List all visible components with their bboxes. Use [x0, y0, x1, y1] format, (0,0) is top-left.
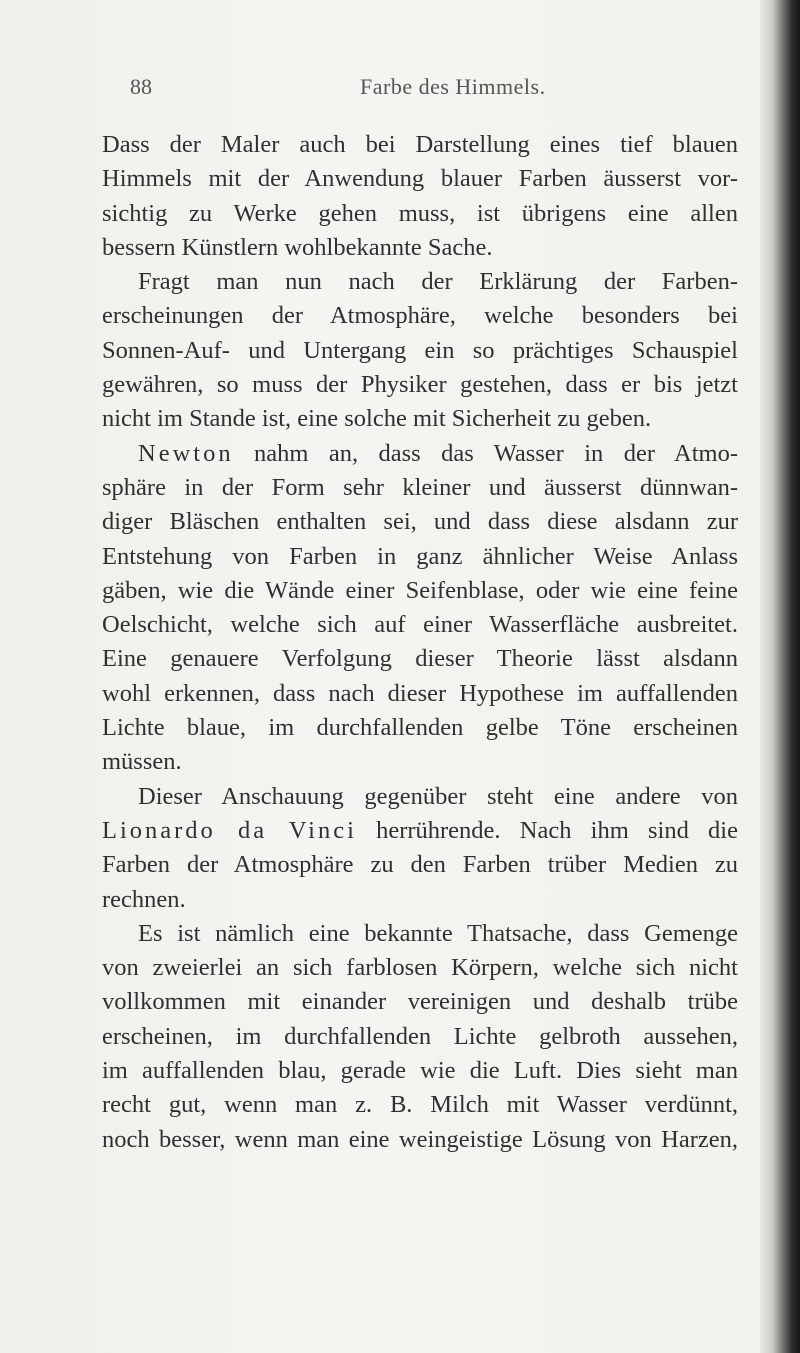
text-line: Dieser Anschauung gegenüber steht eine andere von	[138, 782, 738, 810]
text-line: Himmels mit der Anwendung blauer Farben äusserst vor-	[102, 165, 738, 193]
text-line: Dass der Maler auch bei Darstellung eines tief blauen	[102, 131, 738, 158]
text-line: Farben der Atmosphäre zu den Farben trüber Medien zu	[102, 851, 738, 879]
page-header	[130, 70, 730, 110]
text-line: gäben, wie die Wände einer Seifenblase, oder wie eine feine	[102, 576, 738, 604]
text-line: rechnen.	[102, 885, 186, 913]
text-line: bessern Künstlern wohlbekannte Sache.	[102, 233, 493, 261]
page-number: 88	[130, 74, 152, 99]
text-line: Es ist nämlich eine bekannte Thatsache, dass Gemenge	[138, 919, 738, 947]
body-text	[102, 128, 738, 1157]
text-line: vollkommen mit einander vereinigen und deshalb trübe	[102, 988, 738, 1016]
text-line: müssen.	[102, 748, 182, 776]
text-line: von zweierlei an sich farblosen Körpern, welche sich nicht	[102, 954, 738, 982]
text-line: nicht im Stande ist, eine solche mit Sicherheit zu geben.	[102, 405, 652, 433]
text-line: Eine genauere Verfolgung dieser Theorie lässt alsdann	[102, 645, 738, 673]
text-line: Lichte blaue, im durchfallenden gelbe Töne erscheinen	[102, 714, 738, 742]
text-line: Fragt man nun nach der Erklärung der Farben-	[138, 268, 738, 296]
text-line: wohl erkennen, dass nach dieser Hypothese im auffallenden	[102, 679, 738, 707]
text-line-continuation: nahm an, dass das Wasser in der Atmo-	[233, 439, 738, 467]
text-line: erscheinungen der Atmosphäre, welche besonders bei	[102, 302, 738, 330]
book-gutter-shadow	[760, 0, 800, 1353]
text-line: Oelschicht, welche sich auf einer Wasserfläche ausbreitet.	[102, 611, 738, 639]
author-name-newton: Newton	[138, 439, 234, 467]
text-line-continuation: herrührende. Nach ihm sind die	[356, 816, 738, 844]
text-line: Entstehung von Farben in ganz ähnlicher Weise Anlass	[102, 542, 738, 570]
text-line: erscheinen, im durchfallenden Lichte gelbroth aussehen,	[102, 1022, 738, 1050]
text-line: sphäre in der Form sehr kleiner und äusserst dünnwan-	[102, 473, 738, 501]
text-line: Sonnen-Auf- und Untergang ein so prächtiges Schauspiel	[102, 336, 738, 364]
text-line: diger Bläschen enthalten sei, und dass diese alsdann zur	[102, 508, 738, 536]
text-line: noch besser, wenn man eine weingeistige Lösung von Harzen,	[102, 1125, 738, 1153]
text-line: recht gut, wenn man z. B. Milch mit Wasser verdünnt,	[102, 1091, 738, 1119]
running-title: Farbe des Himmels.	[360, 74, 546, 99]
text-line: gewähren, so muss der Physiker gestehen, dass er bis jetzt	[102, 371, 738, 399]
text-line-lionardo	[102, 814, 738, 848]
text-line: sichtig zu Werke gehen muss, ist übrigens eine allen	[102, 199, 738, 227]
author-name-lionardo: Lionardo da Vinci	[102, 816, 357, 844]
text-line: im auffallenden blau, gerade wie die Luft. Dies sieht man	[102, 1057, 738, 1085]
text-line-newton	[102, 437, 738, 471]
